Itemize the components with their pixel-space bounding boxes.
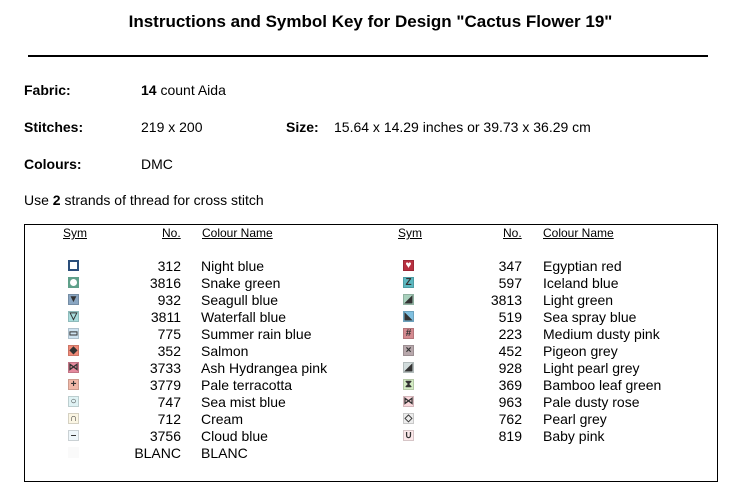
colour-name: Sea spray blue <box>543 309 637 325</box>
colour-name: Medium dusty pink <box>543 326 660 342</box>
colour-name: Iceland blue <box>543 275 619 291</box>
size-label: Size: <box>286 119 319 135</box>
header-sym-right: Sym <box>398 226 422 240</box>
arch-icon: ∩ <box>69 413 78 424</box>
header-no-right: No. <box>503 226 522 240</box>
key-row-right <box>0 309 741 326</box>
strands-prefix: Use <box>24 192 53 208</box>
fabric-count: 14 <box>141 82 157 98</box>
cross-icon: × <box>403 345 414 356</box>
letter-z-icon: Z <box>403 277 414 288</box>
key-row-right <box>0 411 741 428</box>
colour-number: 597 <box>498 275 522 291</box>
colours-label: Colours: <box>24 156 82 172</box>
colour-number: 747 <box>157 394 181 410</box>
colour-number: 3813 <box>490 292 522 308</box>
colour-number: 312 <box>157 258 181 274</box>
fabric-value <box>141 82 226 98</box>
colour-number: 3811 <box>150 309 181 325</box>
colour-name: Night blue <box>201 258 265 274</box>
triangle-down-icon: ▼ <box>68 294 79 305</box>
strands-count: 2 <box>52 192 61 208</box>
colour-name: Summer rain blue <box>201 326 312 342</box>
colour-name: Cream <box>201 411 244 427</box>
key-row-right <box>0 394 741 411</box>
colour-number: 819 <box>498 428 522 444</box>
colour-number: 3756 <box>149 428 181 444</box>
colour-number: 928 <box>498 360 522 376</box>
document-title: Instructions and Symbol Key for Design "Cactus Flower 19" <box>128 12 613 31</box>
small-rect-icon: ▭ <box>68 328 79 339</box>
cup-icon: ∪ <box>404 430 413 441</box>
colour-name: Light pearl grey <box>543 360 640 376</box>
header-name-right: Colour Name <box>543 226 614 240</box>
triangle-outline-icon: ▽ <box>69 311 78 322</box>
colour-number: 3816 <box>149 275 181 291</box>
corner-triangle-outline-icon: ◢ <box>404 362 413 373</box>
colours-value: DMC <box>141 156 173 172</box>
colour-number: 963 <box>498 394 522 410</box>
colour-name: BLANC <box>201 445 248 461</box>
key-row-right <box>0 275 741 292</box>
colour-number: 347 <box>498 258 522 274</box>
key-row-right <box>0 377 741 394</box>
colour-name: Salmon <box>201 343 249 359</box>
colour-number: 762 <box>498 411 522 427</box>
colour-number: 519 <box>498 309 522 325</box>
key-row-right <box>0 292 741 309</box>
header-no-left: No. <box>162 226 181 240</box>
diamond-outline-icon: ◇ <box>404 413 413 424</box>
fabric-label: Fabric: <box>24 82 71 98</box>
colour-number: 369 <box>498 377 522 393</box>
key-row-right <box>0 326 741 343</box>
key-row-left <box>0 445 741 462</box>
stitches-label: Stitches: <box>24 119 84 135</box>
colour-name: Baby pink <box>543 428 605 444</box>
plus-icon: + <box>68 379 79 390</box>
ring-icon: ○ <box>68 396 79 407</box>
colour-number: 3733 <box>149 360 181 376</box>
corner-triangle-icon: ◢ <box>404 294 413 305</box>
hash-icon: # <box>403 328 414 339</box>
dash-icon: – <box>68 430 79 441</box>
colour-number: 932 <box>157 292 181 308</box>
colour-name: Ash Hydrangea pink <box>201 360 328 376</box>
key-row-right <box>0 258 741 275</box>
bowtie-outline-icon: ⋈ <box>403 396 414 407</box>
colour-number: 452 <box>498 343 522 359</box>
colour-name: Bamboo leaf green <box>543 377 662 393</box>
colour-name: Pigeon grey <box>543 343 618 359</box>
key-row-right <box>0 360 741 377</box>
colour-name: Pearl grey <box>543 411 607 427</box>
colour-number: 352 <box>157 343 181 359</box>
corner-triangle-left-icon: ◣ <box>404 311 413 322</box>
colour-number: 3779 <box>149 377 181 393</box>
heart-icon: ♥ <box>403 260 414 271</box>
key-row-right <box>0 343 741 360</box>
fabric-type: count Aida <box>156 82 226 98</box>
colour-name: Seagull blue <box>201 292 279 308</box>
colour-name: Sea mist blue <box>201 394 286 410</box>
colour-name: Waterfall blue <box>201 309 287 325</box>
title-divider <box>28 55 708 57</box>
header-sym-left: Sym <box>63 226 87 240</box>
diamond-icon: ◆ <box>69 345 78 356</box>
strands-suffix: strands of thread for cross stitch <box>60 192 264 208</box>
hourglass-icon: ⧗ <box>404 379 413 390</box>
strands-instruction <box>24 192 264 208</box>
colour-number: BLANC <box>134 445 181 461</box>
colour-name: Egyptian red <box>543 258 622 274</box>
colour-name: Snake green <box>201 275 281 291</box>
bowtie-icon: ⋈ <box>68 362 79 373</box>
colour-name: Cloud blue <box>201 428 268 444</box>
size-value: 15.64 x 14.29 inches or 39.73 x 36.29 cm <box>334 119 591 135</box>
colour-number: 223 <box>498 326 522 342</box>
colour-name: Pale dusty rose <box>543 394 640 410</box>
colour-number: 712 <box>157 411 181 427</box>
colour-name: Light green <box>543 292 614 308</box>
colour-number: 775 <box>157 326 181 342</box>
key-row-right <box>0 428 741 445</box>
stitches-value: 219 x 200 <box>141 119 203 135</box>
colour-name: Pale terracotta <box>201 377 293 393</box>
blank-icon <box>68 447 79 458</box>
header-name-left: Colour Name <box>202 226 273 240</box>
